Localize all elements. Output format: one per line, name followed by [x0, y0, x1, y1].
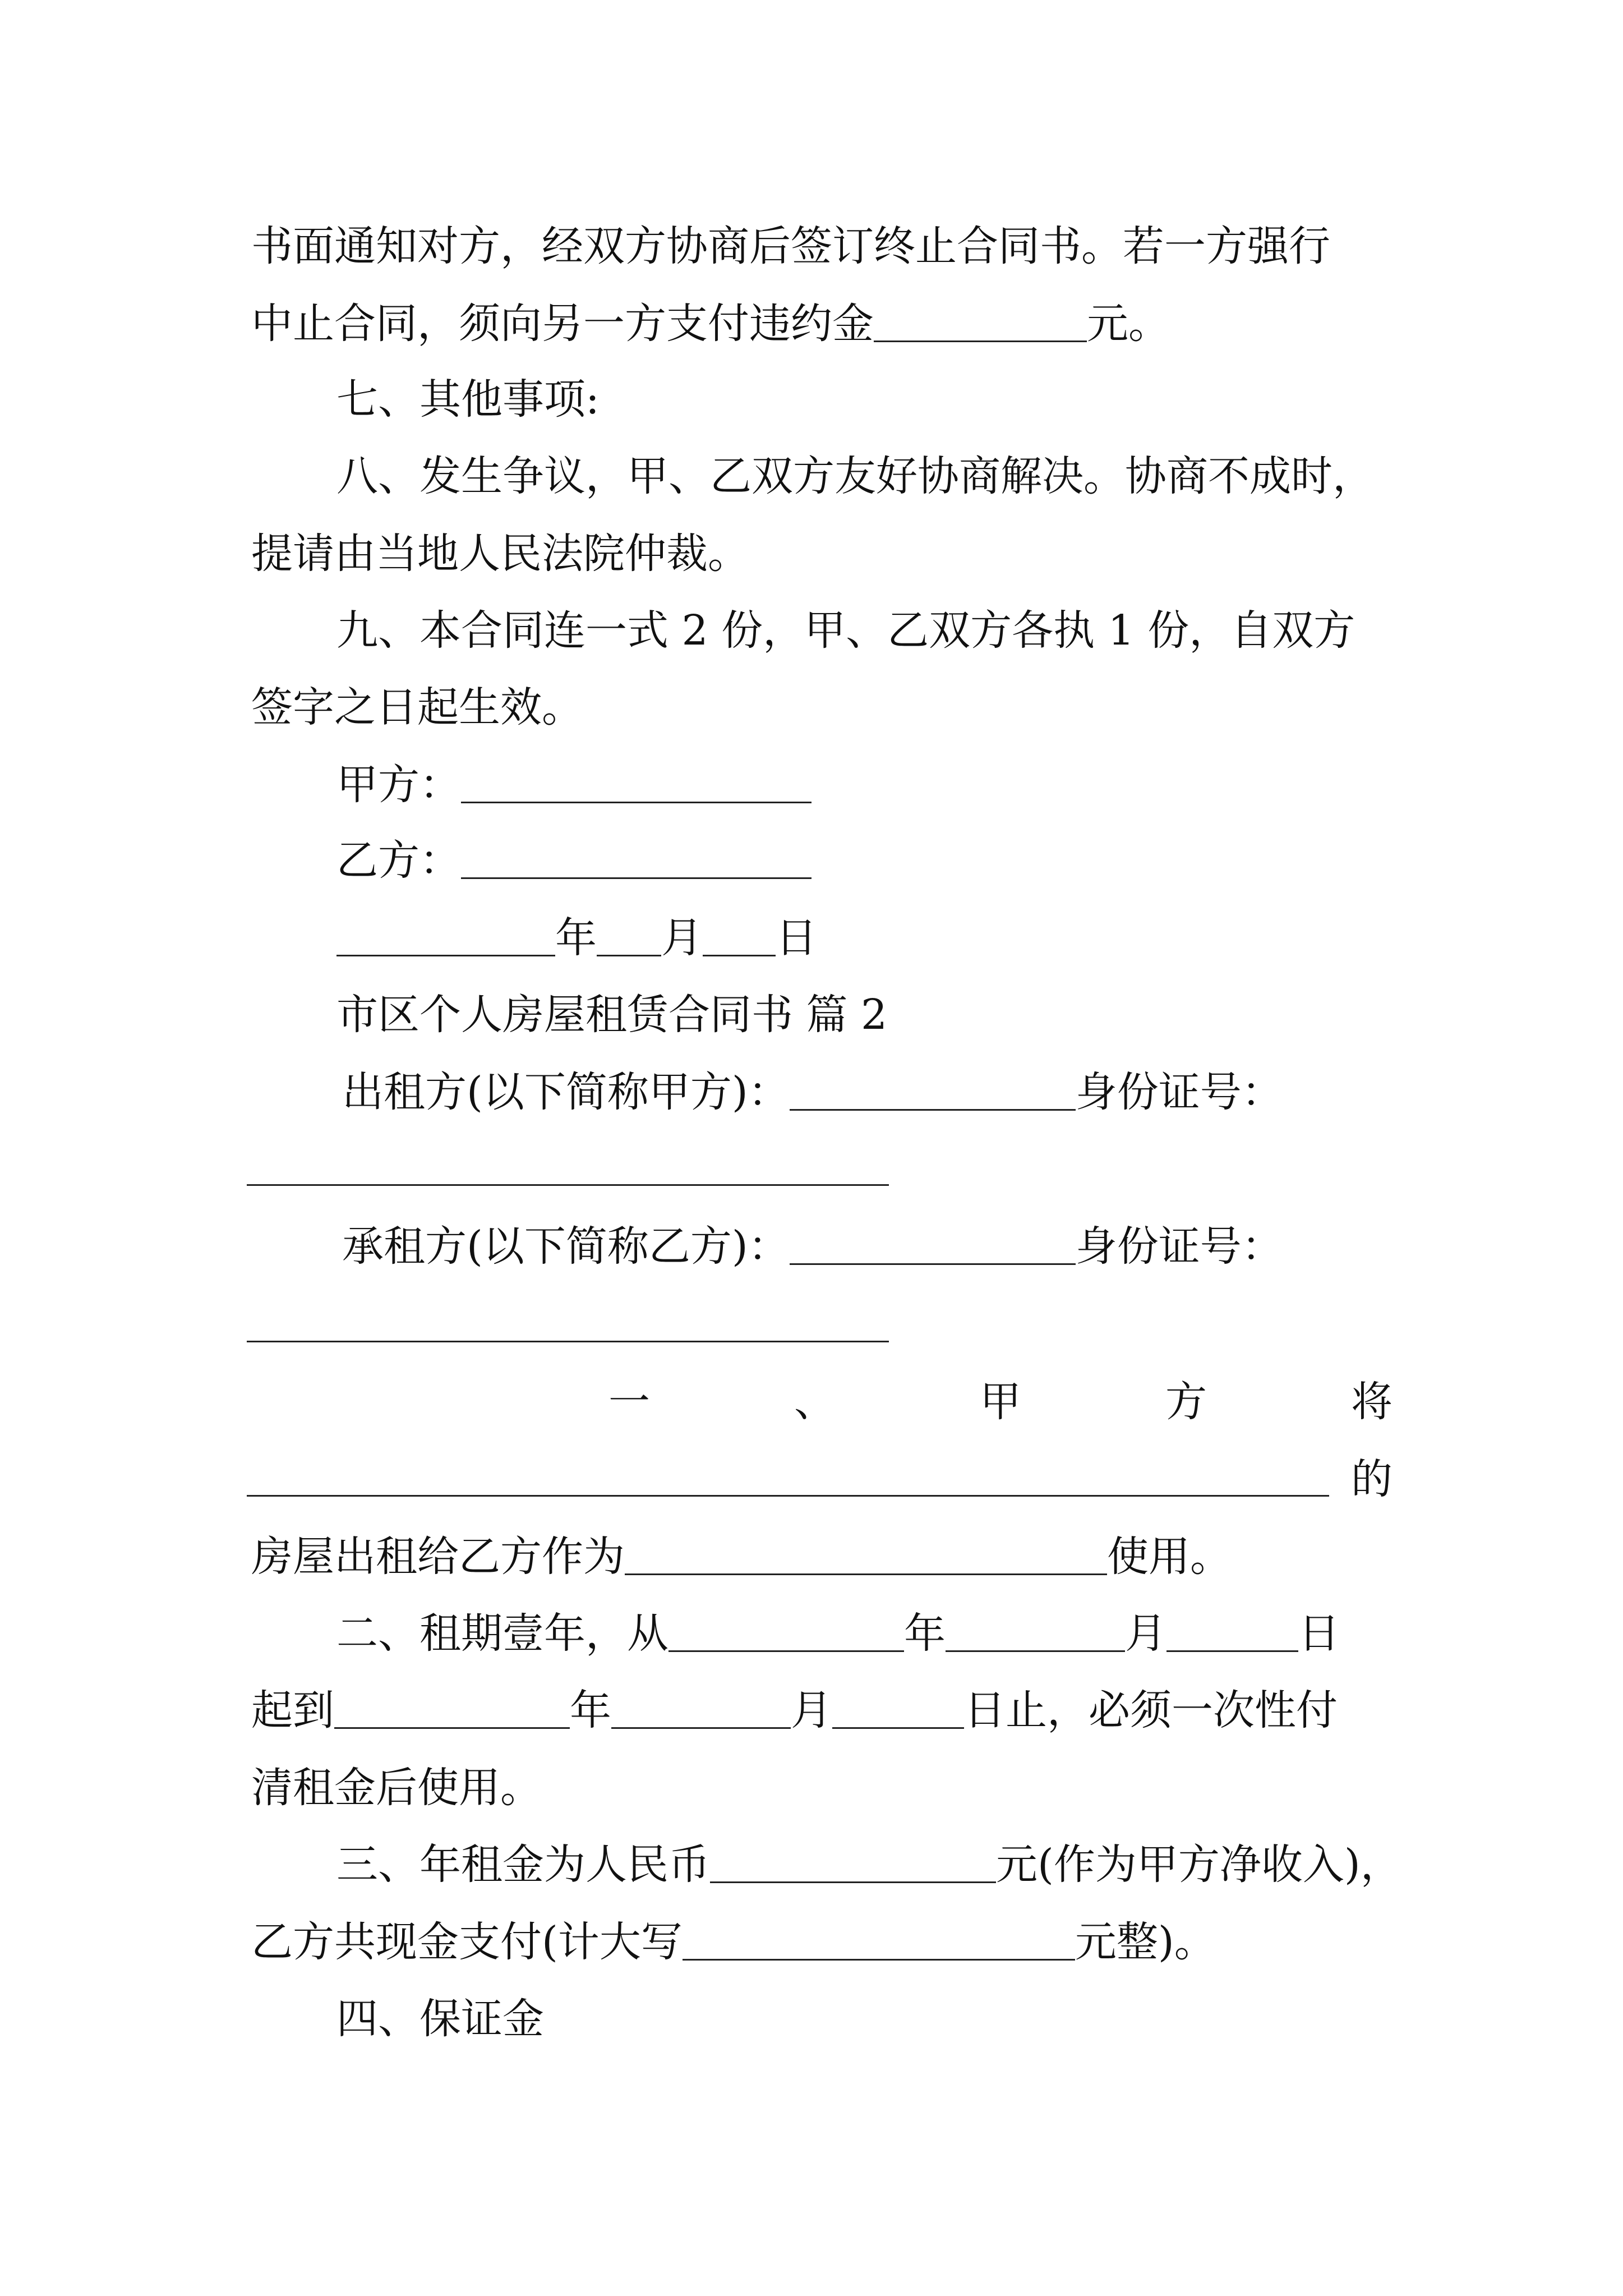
text: 日 [776, 914, 817, 962]
text: 元。 [1087, 300, 1170, 348]
blank-start-month[interactable] [946, 1617, 1125, 1652]
text: 三、年租金为人民币 [336, 1841, 710, 1889]
text: 年 [555, 914, 597, 962]
text: 身份证号： [1075, 1068, 1283, 1116]
text: 日止，必须一次性付 [964, 1686, 1338, 1734]
section-title [336, 991, 888, 1039]
lease-term-line [336, 1609, 1340, 1658]
text: 将 [1351, 1378, 1393, 1426]
text: 承租方(以下简称乙方)： [342, 1222, 790, 1271]
text: 一 [608, 1378, 650, 1426]
text: 年 [570, 1686, 611, 1734]
section-heading [336, 375, 600, 424]
paragraph-line [1351, 1455, 1393, 1503]
section-heading [336, 1995, 544, 2043]
party-b-signature [336, 836, 811, 885]
text: 出租方(以下简称甲方)： [342, 1068, 790, 1116]
text: 身份证号： [1075, 1222, 1283, 1271]
paragraph-line [251, 300, 1170, 348]
blank-usage[interactable] [625, 1540, 1107, 1575]
paragraph-line [336, 606, 1355, 655]
text: 市区个人房屋租赁合同书 篇 2 [336, 991, 888, 1039]
text: 乙方共现金支付(计大写 [251, 1918, 683, 1966]
blank-lessor-id[interactable] [247, 1184, 889, 1186]
text: 月 [661, 914, 703, 962]
blank-end-year[interactable] [334, 1694, 570, 1729]
blank-end-month[interactable] [611, 1694, 791, 1729]
label: 乙方： [336, 836, 461, 885]
blank-month[interactable] [597, 921, 661, 956]
text: 四、保证金 [336, 1995, 544, 2043]
paragraph-line [336, 452, 1374, 500]
lessor-line [342, 1068, 1283, 1116]
paragraph-line [251, 530, 749, 578]
blank-amount-in-words[interactable] [683, 1925, 1075, 1961]
text: 八、发生争议，甲、乙双方友好协商解决。协商不成时， [336, 452, 1374, 500]
text: 年 [904, 1609, 946, 1658]
lease-term-line [251, 1686, 1338, 1734]
blank-start-day[interactable] [1166, 1617, 1298, 1652]
text: 签字之日起生效。 [251, 683, 583, 731]
blank-year[interactable] [336, 921, 555, 956]
text: 提请由当地人民法院仲裁。 [251, 530, 749, 578]
text: 元整)。 [1075, 1918, 1216, 1966]
blank-lessor-name[interactable] [790, 1075, 1076, 1111]
label: 甲方： [336, 761, 461, 809]
text: 月 [1125, 1609, 1166, 1658]
blank-party-a[interactable] [461, 768, 811, 803]
text: 的 [1351, 1455, 1393, 1503]
paragraph-line [251, 1533, 1232, 1581]
paragraph-line [251, 1764, 542, 1812]
text: 清租金后使用。 [251, 1764, 542, 1812]
text: 二、租期壹年，从 [336, 1609, 668, 1658]
party-a-signature [336, 761, 811, 809]
text: 日 [1298, 1609, 1340, 1658]
rent-line [336, 1841, 1402, 1889]
blank-lessee-id[interactable] [247, 1341, 889, 1342]
blank-property-address[interactable] [247, 1495, 1329, 1497]
text: 中止合同，须向另一方支付违约金 [251, 300, 874, 348]
blank-end-day[interactable] [832, 1694, 964, 1729]
text: 使用。 [1107, 1533, 1232, 1581]
text: 九、本合同连一式 2 份，甲、乙双方各执 1 份，自双方 [336, 606, 1355, 655]
text: 、 [794, 1378, 836, 1426]
blank-annual-rent[interactable] [710, 1848, 996, 1883]
paragraph-line [251, 683, 583, 731]
rent-line [251, 1918, 1216, 1966]
text: 七、其他事项: [336, 375, 600, 424]
text: 甲 [980, 1378, 1021, 1426]
text: 月 [791, 1686, 832, 1734]
blank-lessee-name[interactable] [790, 1230, 1076, 1265]
text: 房屋出租给乙方作为 [251, 1533, 625, 1581]
text: 起到 [251, 1686, 334, 1734]
text: 书面通知对方，经双方协商后签订终止合同书。若一方强行 [251, 222, 1330, 270]
blank-day[interactable] [703, 921, 776, 956]
clause-one-line [608, 1378, 1393, 1426]
blank-penalty-amount[interactable] [874, 307, 1087, 342]
text: 元(作为甲方净收入)， [996, 1841, 1402, 1889]
text: 方 [1165, 1378, 1207, 1426]
paragraph-line [251, 222, 1330, 270]
date-line [336, 914, 817, 962]
blank-party-b[interactable] [461, 844, 811, 879]
blank-start-year[interactable] [668, 1617, 904, 1652]
lessee-line [342, 1222, 1283, 1271]
